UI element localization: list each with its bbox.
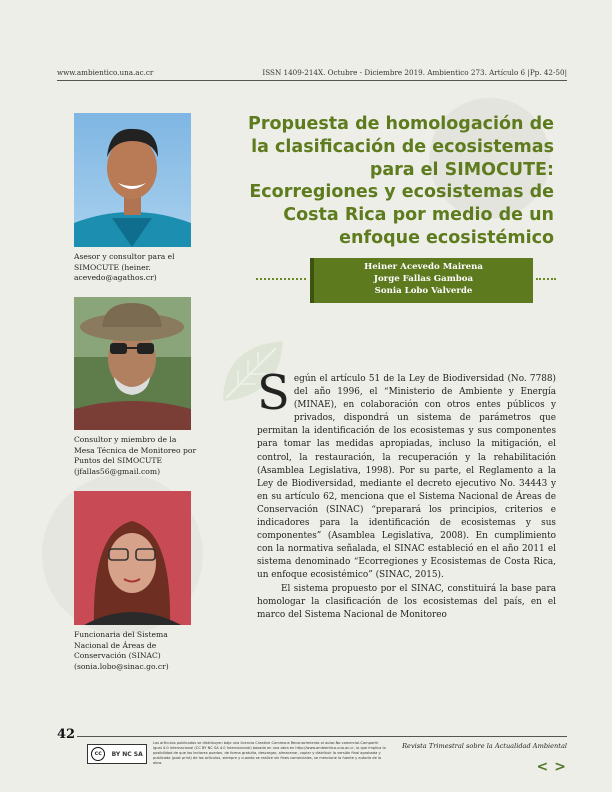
website-link[interactable]: www.ambientico.una.ac.cr	[57, 68, 154, 77]
page-number: 42	[57, 727, 76, 742]
cc-icon: cc	[91, 747, 105, 761]
drop-cap: S	[257, 365, 290, 421]
article-title: Propuesta de homologación de la clasificación de ecosistemas para el SIMOCUTE: Ecorregiones y ecosistemas de Costa Rica por medio de un enfoque ecosistémico	[248, 114, 554, 248]
header-divider	[57, 80, 567, 81]
footer-divider	[77, 736, 567, 737]
issue-info: ISSN 1409-214X. Octubre - Diciembre 2019. Ambientico 273. Artículo 6 |Pp. 42-50|	[262, 68, 567, 77]
page-navigation	[537, 760, 566, 774]
author-name-3: Sonia Lobo Valverde	[374, 286, 473, 296]
author-photo-2	[74, 297, 191, 430]
license-text: Los artículos publicados se distribuyen bajo una licencia Creative Commons Reconocimiento al autor-No comercial-Compartir igual 4.0 Internacional (CC BY NC SA 4.0 Internacional) basada en una obra en http://www.ambientico.una.ac.cr, lo que implica la posibilidad de que los lectores puedan, de forma gratuita, descargar, almacenar, copiar y distribuir la versión final aprobada y publicada (post print) de los artículos, siempre y cuando se realice sin fines comerciales, se mencione la fuente y autoría de la obra.	[153, 741, 386, 765]
author-name-2: Jorge Fallas Gamboa	[373, 274, 474, 284]
dotted-rule-left	[256, 278, 306, 283]
prev-page-icon[interactable]: <	[536, 759, 549, 775]
article-body	[257, 365, 556, 622]
author-caption-3: Funcionaria del Sistema Nacional de Áreas de Conservación (SINAC) (sonia.lobo@sinac.go.cr)	[74, 630, 169, 671]
authors-box	[310, 258, 533, 303]
author-photo-3	[74, 491, 191, 625]
paragraph-1-text: egún el artículo 51 de la Ley de Biodiversidad (No. 7788) del año 1996, el “Ministerio de Ambiente y Energía (MINAE), en colaboración con otros entes públicos y privados, dispondrá un sistema de parámetros que permitan la identificación de los ecosistemas y sus componentes para tomar las medidas apropiadas, incluso la mitigación, el control, la restauración, la recuperación y la rehabilitación (Asamblea Legislativa, 1998). Por su parte, el Reglamento a la Ley de Biodiversidad, mediante el decreto ejecutivo No. 34443 y en su artículo 62, menciona que el Sistema Nacional de Áreas de Conservación (SINAC) “preparará los principios, criterios e indicadores para la identificación de ecosistemas y sus componentes” (Asamblea Legislativa, 2008). En cumplimiento con la normativa señalada, el SINAC estableció en el año 2011 el sistema denominado “Ecorregiones y Ecosistemas de Costa Rica, un enfoque ecosistémico” (SINAC, 2015).	[257, 374, 556, 581]
paragraph-2: El sistema propuesto por el SINAC, constituirá la base para homologar la clasificación de los ecosistemas del país, en el marco del Sistema Nacional de Monitoreo	[257, 583, 556, 620]
cc-license-badge[interactable]	[87, 744, 147, 764]
paragraph-1	[257, 365, 556, 583]
cc-terms: BY NC SA	[111, 750, 143, 758]
author-caption-1: Asesor y consultor para el SIMOCUTE (heiner. acevedo@agathos.cr)	[74, 252, 175, 283]
author-name-1: Heiner Acevedo Mairena	[364, 262, 483, 272]
journal-name: Revista Trimestral sobre la Actualidad Ambiental	[402, 742, 567, 750]
author-photo-1	[74, 113, 191, 247]
next-page-icon[interactable]: >	[554, 759, 566, 775]
dotted-rule-right	[536, 278, 556, 283]
author-caption-2: Consultor y miembro de la Mesa Técnica de Monitoreo por Puntos del SIMOCUTE (jfallas56@gmail.com)	[74, 435, 197, 476]
